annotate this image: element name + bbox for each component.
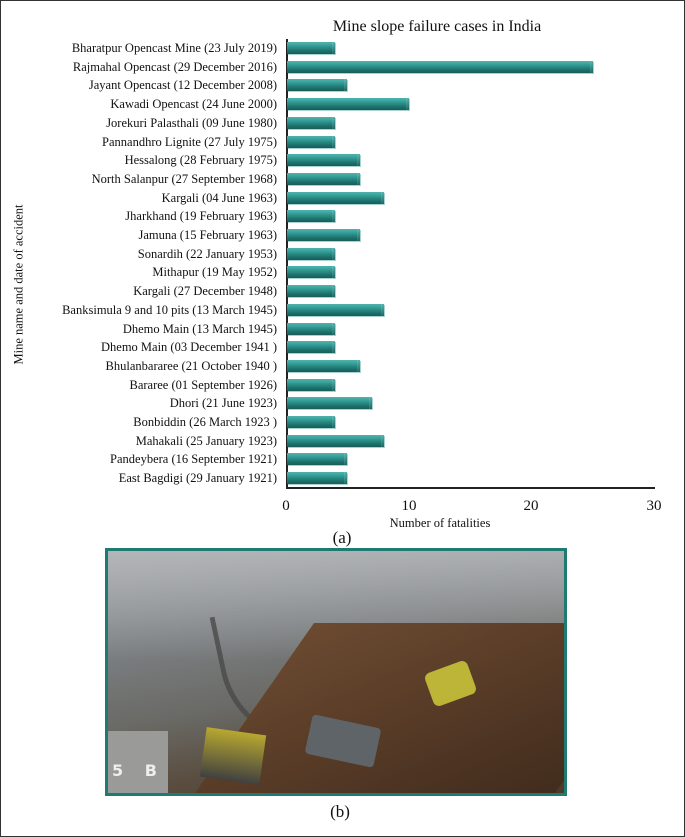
category-label: Kawadi Opencast (24 June 2000) [110, 97, 277, 112]
chart-title: Mine slope failure cases in India [332, 18, 542, 35]
x-tick-30: 30 [646, 498, 662, 514]
photo-overturned-excavator [200, 727, 266, 785]
bar-row [105, 357, 654, 376]
fatality-bar [287, 397, 372, 409]
bar-row [169, 394, 654, 413]
category-label: Dhemo Main (03 December 1941 ) [101, 340, 277, 355]
bar-row [124, 151, 654, 170]
fatality-bar [287, 98, 409, 110]
bar-row [72, 58, 654, 77]
bar-row [152, 263, 654, 282]
x-tick-10: 10 [401, 498, 417, 514]
fatality-bar [287, 173, 360, 185]
fatality-bar [287, 192, 384, 204]
category-label: Jorekuri Palasthali (09 June 1980) [106, 115, 277, 130]
category-label: Jharkhand (19 February 1963) [125, 209, 277, 224]
bar-row [110, 95, 654, 114]
photo-truck-marking: 5 B [112, 761, 165, 780]
category-label: Jayant Opencast (12 December 2008) [88, 78, 277, 93]
fatality-bar [287, 435, 384, 447]
category-label: East Bagdigi (29 January 1921) [118, 471, 277, 486]
x-tick-0: 0 [282, 498, 290, 514]
category-label: Kargali (27 December 1948) [133, 284, 277, 299]
bar-row [133, 282, 654, 301]
fatality-bar [287, 42, 335, 54]
bar-row [138, 226, 654, 245]
bar-row [137, 245, 654, 264]
fatality-bar [287, 416, 335, 428]
fatality-bar [287, 61, 593, 73]
category-label: Dhemo Main (13 March 1945) [122, 321, 277, 336]
bar-row [129, 376, 654, 395]
fatality-bar [287, 323, 335, 335]
category-label: Bhulanbararee (21 October 1940 ) [105, 358, 277, 373]
category-label: Mahakali (25 January 1923) [135, 433, 277, 448]
fatality-bar [287, 248, 335, 260]
fatality-bar [287, 285, 335, 297]
fatality-bar [287, 341, 335, 353]
fatality-bar [287, 266, 335, 278]
fatality-bar [287, 453, 347, 465]
fatality-bar [287, 154, 360, 166]
fatality-bar [287, 79, 347, 91]
category-label: Bharatpur Opencast Mine (23 July 2019) [71, 41, 277, 55]
fatality-bar [287, 360, 360, 372]
category-label: Hessalong (28 February 1975) [124, 153, 277, 168]
category-label: Banksimula 9 and 10 pits (13 March 1945) [62, 302, 277, 317]
category-label: Bonbiddin (26 March 1923 ) [133, 415, 277, 429]
panel-b-caption: (b) [330, 802, 350, 821]
panel-a-caption: (a) [332, 528, 352, 547]
fatality-bar [287, 229, 360, 241]
category-label: Sonardih (22 January 1953) [137, 246, 277, 261]
category-label: Kargali (04 June 1963) [161, 190, 277, 205]
fatality-bar [287, 304, 384, 316]
category-label: Mithapur (19 May 1952) [152, 265, 277, 280]
bar-row [102, 133, 654, 152]
y-axis-title-text: Mine name and date of accident [11, 204, 26, 365]
fatality-bar [287, 210, 335, 222]
bar-row [133, 413, 654, 432]
bar-row [135, 432, 654, 451]
fatality-bar [287, 136, 335, 148]
fatality-bar [287, 117, 335, 129]
bar-row [71, 39, 654, 58]
category-label: Pandeybera (16 September 1921) [110, 452, 277, 467]
bar-row [101, 338, 654, 357]
x-tick-20: 20 [523, 498, 539, 514]
category-label: Bararee (01 September 1926) [129, 377, 277, 392]
category-label: Dhori (21 June 1923) [169, 396, 277, 411]
category-label: Pannandhro Lignite (27 July 1975) [102, 134, 277, 149]
bar-row [118, 469, 654, 488]
bar-chart-plot-area [62, 39, 654, 488]
category-label: North Salanpur (27 September 1968) [91, 171, 277, 186]
bar-row [110, 450, 654, 469]
mine-collapse-photo [105, 548, 567, 796]
category-label: Jamuna (15 February 1963) [138, 228, 277, 242]
category-label: Rajmahal Opencast (29 December 2016) [72, 59, 277, 74]
bar-row [122, 320, 654, 339]
bar-row [125, 207, 654, 226]
fatality-bar [287, 379, 335, 391]
bar-row [88, 76, 654, 95]
bar-row [62, 301, 654, 320]
bar-row [91, 170, 654, 189]
bar-row [161, 189, 654, 208]
x-axis-title: Number of fatalities [389, 516, 491, 530]
fatality-bar [287, 472, 347, 484]
bar-row [106, 114, 654, 133]
